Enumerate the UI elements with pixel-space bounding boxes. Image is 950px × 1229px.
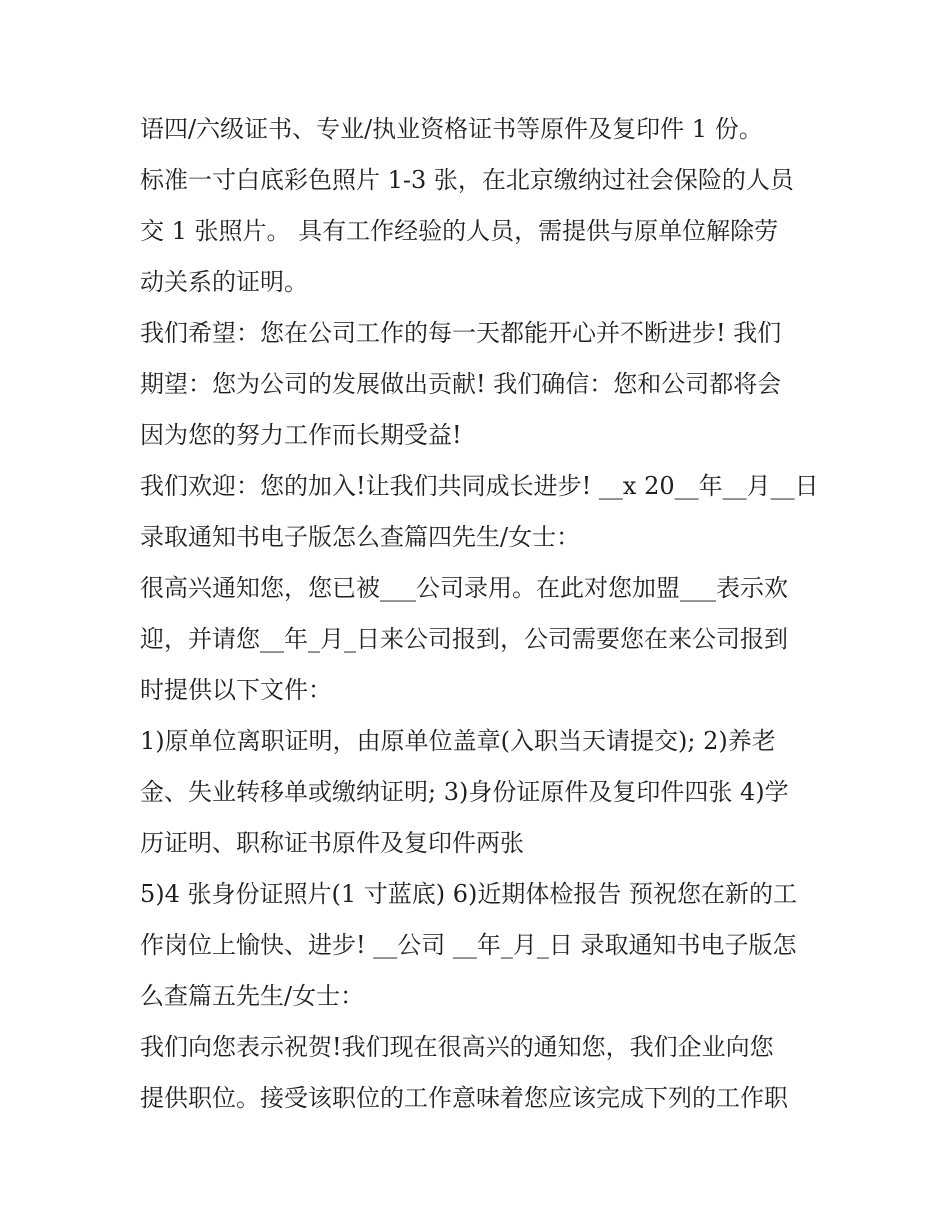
text-line: 因为您的努力工作而长期受益! (140, 421, 462, 449)
text-line: 动关系的证明。 (140, 268, 308, 296)
text-line: 期望：您为公司的发展做出贡献! 我们确信：您和公司都将会 (140, 370, 782, 398)
text-line: 金、失业转移单或缴纳证明; 3)身份证原件及复印件四张 4)学 (140, 778, 789, 806)
text-line: 交 1 张照片。 具有工作经验的人员，需提供与原单位解除劳 (140, 217, 779, 245)
document-body (140, 104, 840, 1124)
text-line: 语四/六级证书、专业/执业资格证书等原件及复印件 1 份。 (140, 115, 763, 143)
text-line: 提供职位。接受该职位的工作意味着您应该完成下列的工作职 (140, 1084, 788, 1112)
text-line: 我们希望：您在公司工作的每一天都能开心并不断进步! 我们 (140, 319, 782, 347)
text-line: 我们向您表示祝贺!我们现在很高兴的通知您，我们企业向您 (140, 1033, 774, 1061)
text-line: 历证明、职称证书原件及复印件两张 (140, 829, 524, 857)
text-line: 很高兴通知您，您已被___公司录用。在此对您加盟___表示欢 (140, 574, 788, 602)
text-line: 我们欢迎：您的加入!让我们共同成长进步! __x 20__年__月__日 (140, 472, 819, 500)
text-line: 1)原单位离职证明，由原单位盖章(入职当天请提交); 2)养老 (140, 727, 776, 755)
text-line: 标准一寸白底彩色照片 1-3 张，在北京缴纳过社会保险的人员 (140, 166, 794, 194)
text-line: 么查篇五先生/女士： (140, 982, 365, 1010)
text-line: 迎，并请您__年_月_日来公司报到，公司需要您在来公司报到 (140, 625, 788, 653)
text-line: 时提供以下文件： (140, 676, 332, 704)
text-line: 录取通知书电子版怎么查篇四先生/女士： (140, 523, 581, 551)
text-line: 作岗位上愉快、进步! __公司 __年_月_日 录取通知书电子版怎 (140, 931, 797, 959)
text-line: 5)4 张身份证照片(1 寸蓝底) 6)近期体检报告 预祝您在新的工 (140, 880, 798, 908)
